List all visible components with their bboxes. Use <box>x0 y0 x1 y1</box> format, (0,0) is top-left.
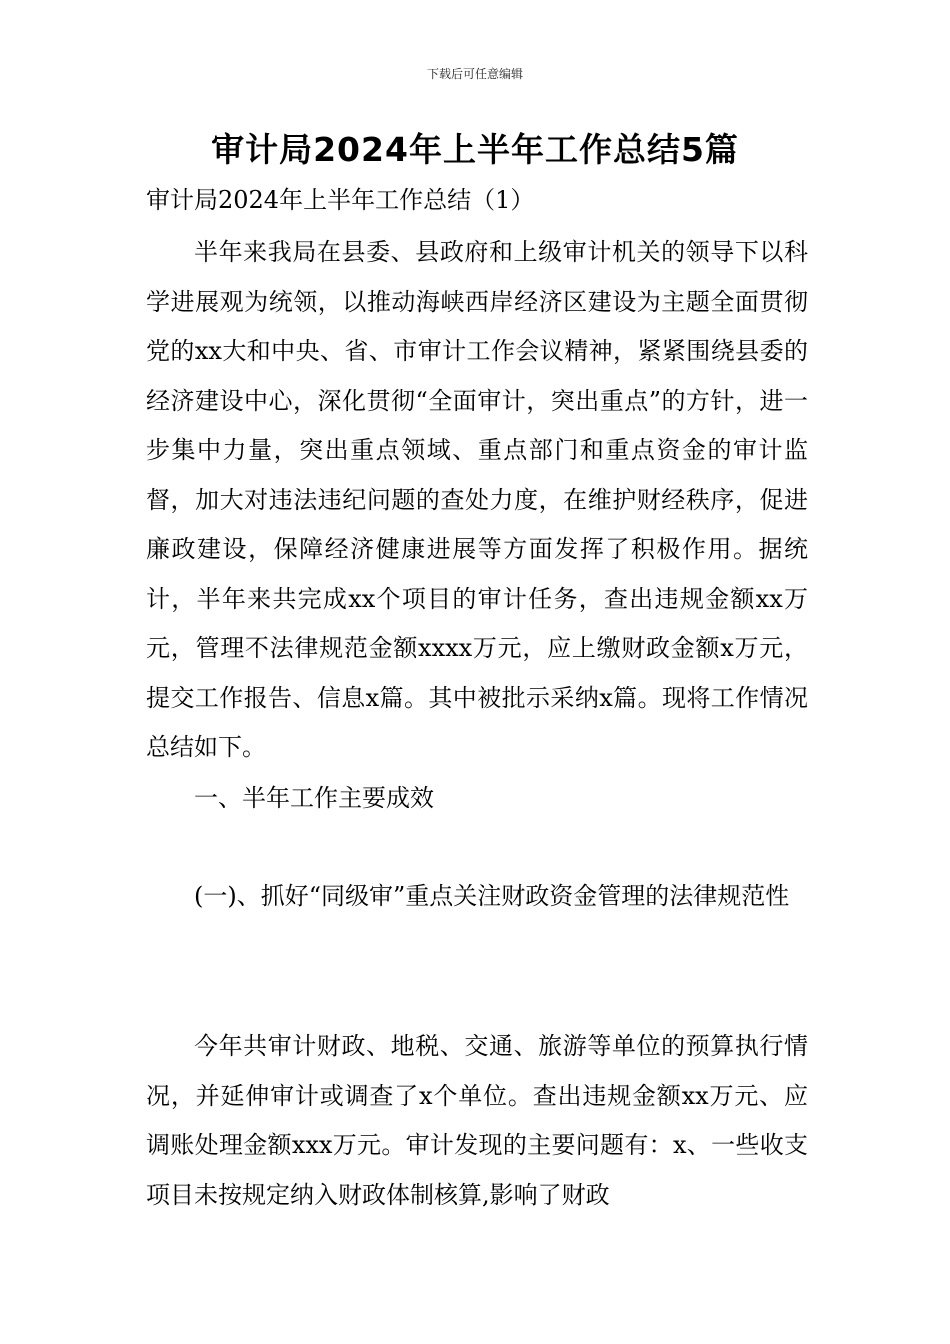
heading-same-level-audit: (一)、抓好“同级审”重点关注财政资金管理的法律规范性 <box>194 882 790 910</box>
paragraph-intro: 半年来我局在县委、县政府和上级审计机关的领导下以科学进展观为统领，以推动海峡西岸经济区建设为主题全面贯彻党的xx大和中央、省、市审计工作会议精神，紧紧围绕县委的经济建设中心，深化贯彻“全面审计，突出重点”的方针，进一步集中力量，突出重点领域、重点部门和重点资金的审计监督，加大对违法违纪问题的查处力度，在维护财经秩序，促进廉政建设，保障经济健康进展等方面发挥了积极作用。据统计，半年来共完成xx个项目的审计任务，查出违规金额xx万元，管理不法律规范金额xxxx万元，应上缴财政金额x万元，提交工作报告、信息x篇。其中被批示采纳x篇。现将工作情况总结如下。 <box>146 238 808 761</box>
heading-main-achievements: 一、半年工作主要成效 <box>194 784 434 812</box>
paragraph-audit-findings: 今年共审计财政、地税、交通、旅游等单位的预算执行情况，并延伸审计或调查了x个单位。查出违规金额xx万元、应调账处理金额xxx万元。审计发现的主要问题有：x、一些收支项目未按规定纳入财政体制核算,影响了财政 <box>146 1032 808 1209</box>
header-note: 下载后可任意编辑 <box>426 67 523 81</box>
section-subtitle: 审计局2024年上半年工作总结（1） <box>146 186 535 214</box>
document-title: 审计局2024年上半年工作总结5篇 <box>211 130 739 169</box>
